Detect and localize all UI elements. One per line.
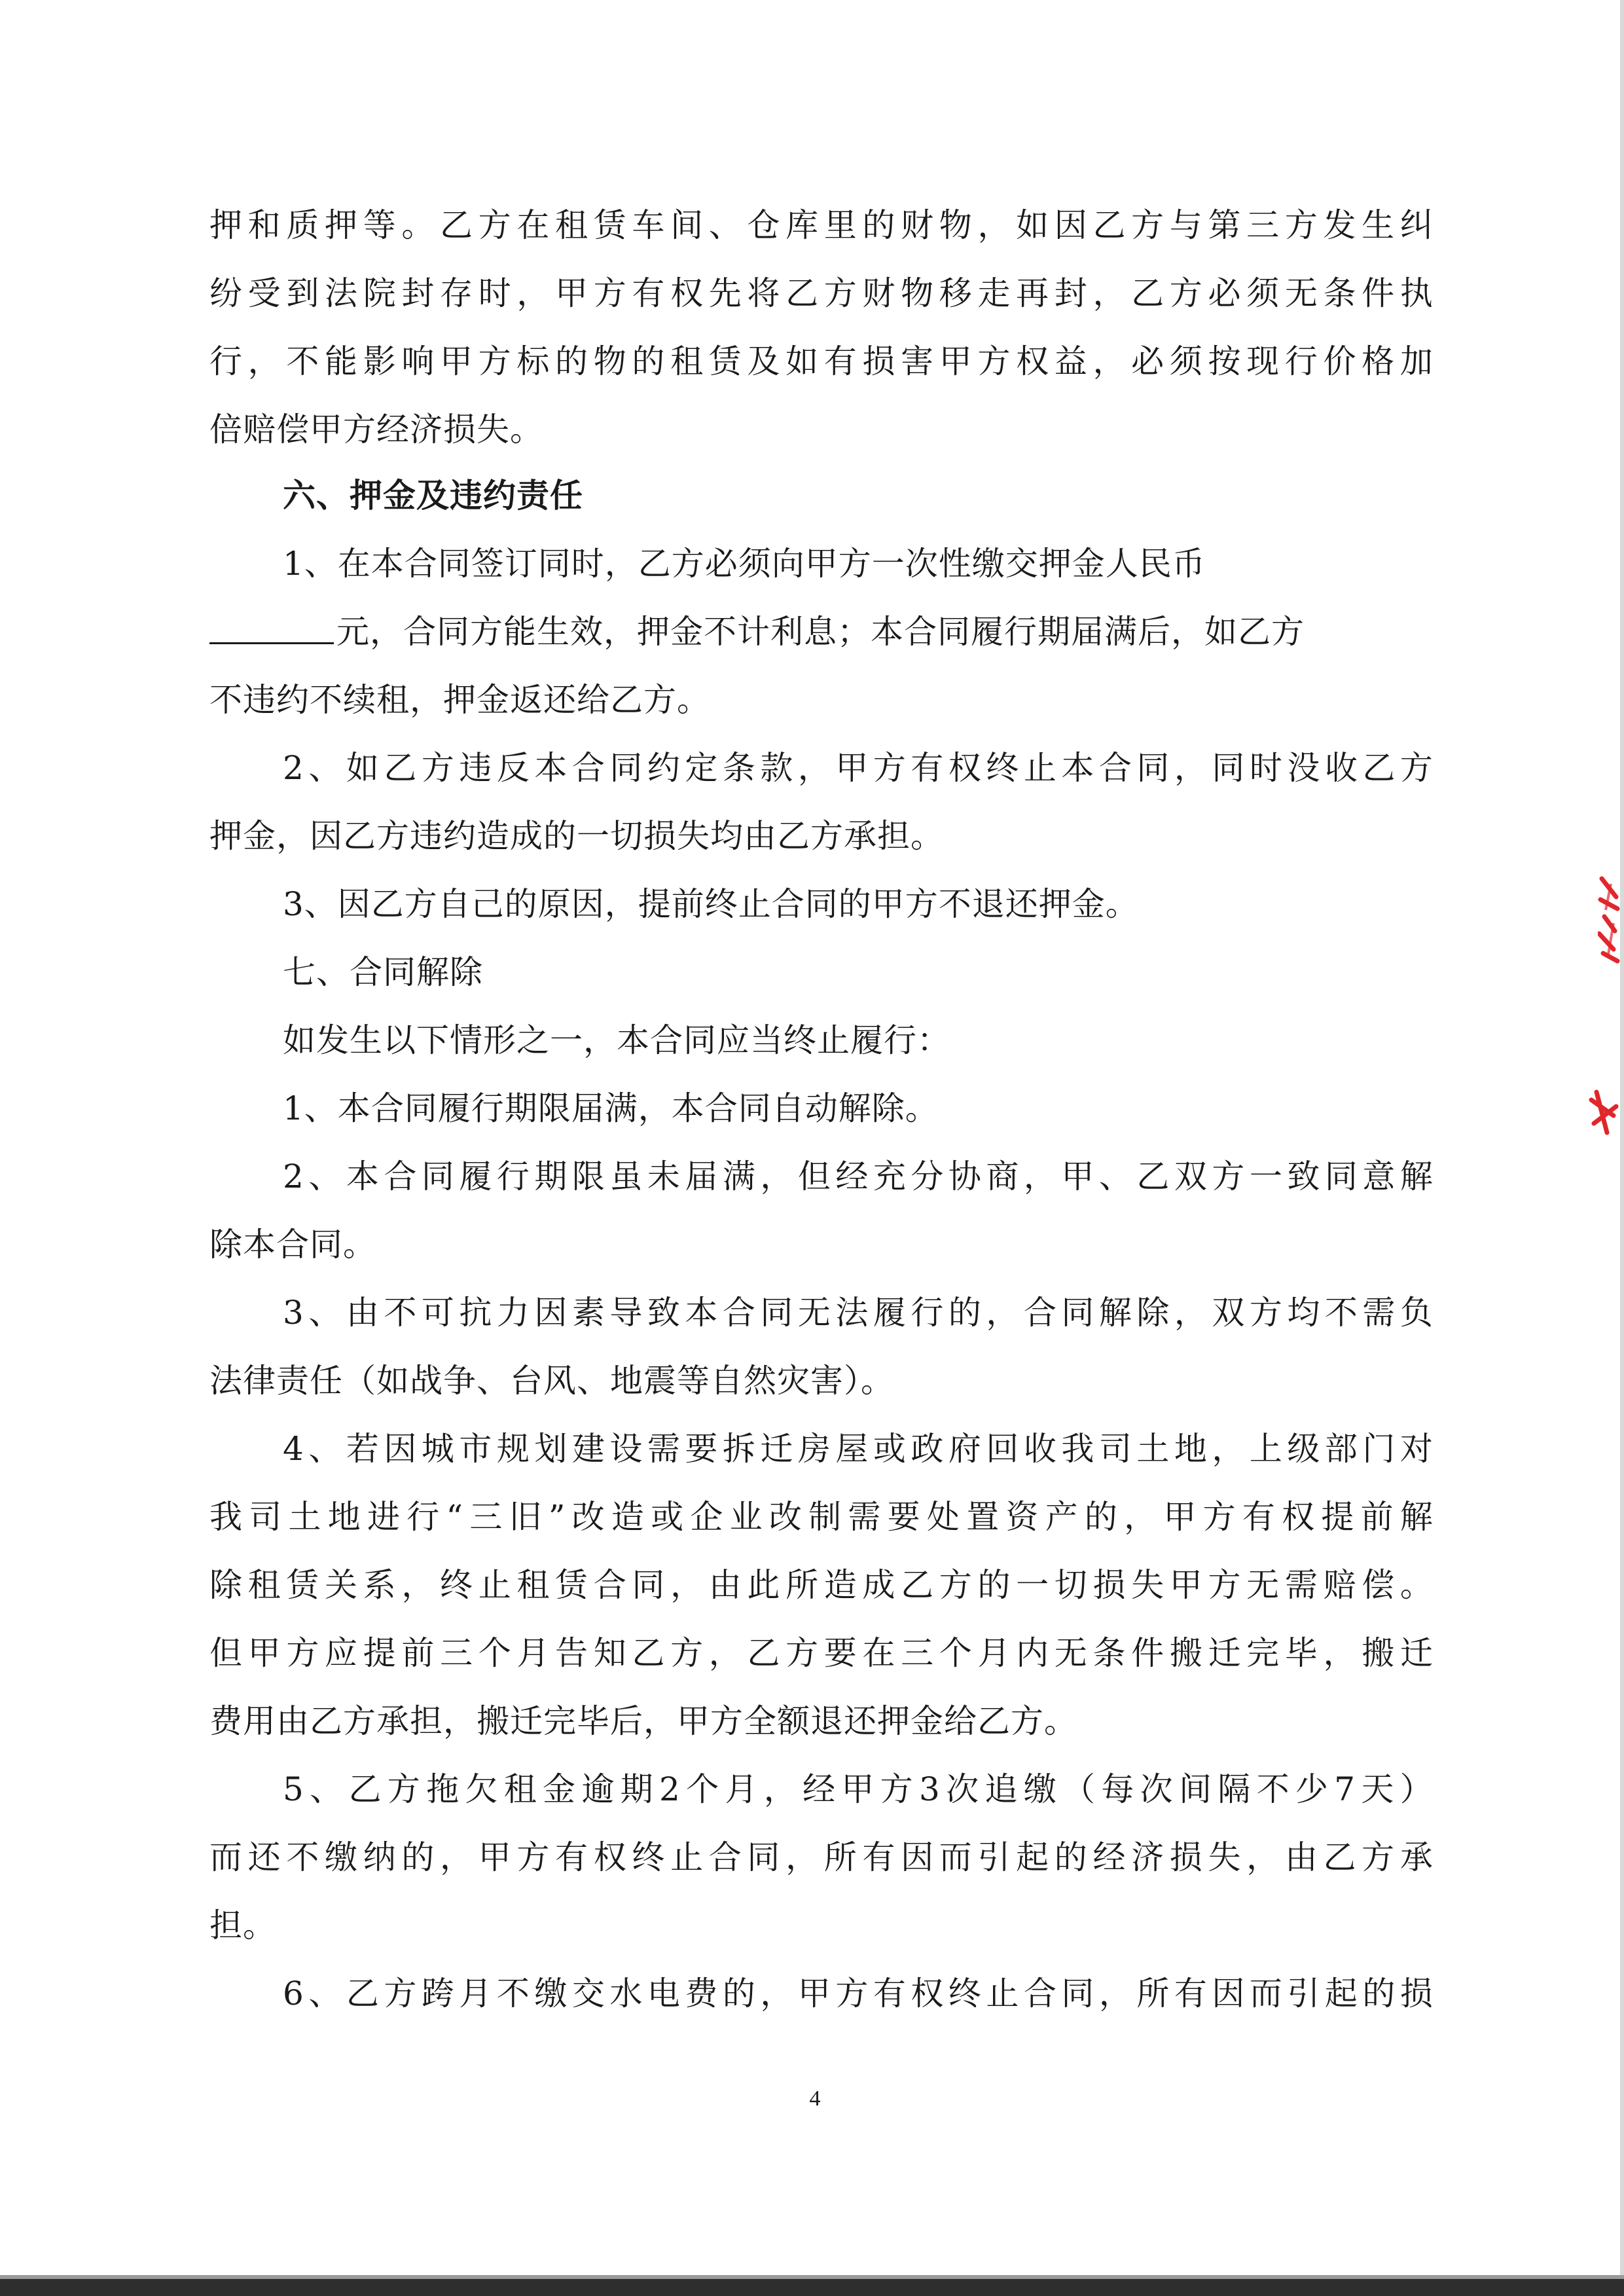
section-heading: 七、合同解除 <box>283 953 483 991</box>
text-line: 2 、 如 乙 方 违 反 本 合 同 约 定 条 款 ， 甲 方 有 权 终 止 本 合 同 ， 同 时 没 收 乙 方 <box>283 749 1434 787</box>
text-line: 4 、 若 因 城 市 规 划 建 设 需 要 拆 迁 房 屋 或 政 府 回 收 我 司 土 地 ， 上 级 部 门 对 <box>283 1430 1434 1468</box>
text-line: 除本合同。 <box>209 1226 376 1264</box>
text-line: 纷 受 到 法 院 封 存 时 ， 甲 方 有 权 先 将 乙 方 财 物 移 走 再 封 ， 乙 方 必 须 无 条 件 执 <box>209 274 1434 312</box>
text-line: 倍赔偿甲方经济损失。 <box>209 410 543 448</box>
text-line: 我 司 土 地 进 行 “ 三 旧 ” 改 造 或 企 业 改 制 需 要 处 置 资 产 的 ， 甲 方 有 权 提 前 解 <box>209 1498 1434 1536</box>
text-line: 5 、 乙 方 拖 欠 租 金 逾 期 2 个 月 ， 经 甲 方 3 次 追 缴 （ 每 次 间 隔 不 少 7 天 ） <box>283 1770 1434 1808</box>
text-line: 6 、 乙 方 跨 月 不 缴 交 水 电 费 的 ， 甲 方 有 权 终 止 合 同 ， 所 有 因 而 引 起 的 损 <box>283 1975 1434 2013</box>
text-line: 如发生以下情形之一，本合同应当终止履行： <box>283 1021 950 1059</box>
text-line: 法律责任（如战争、台风、地震等自然灾害）。 <box>209 1362 894 1400</box>
scan-edge <box>0 2279 1624 2296</box>
text-line: 担。 <box>209 1906 276 1944</box>
text-line: 行 ， 不 能 影 响 甲 方 标 的 物 的 租 赁 及 如 有 损 害 甲 方 权 益 ， 必 须 按 现 行 价 格 加 <box>209 342 1434 380</box>
scan-edge <box>1620 0 1624 2296</box>
text-line: 费用由乙方承担，搬迁完毕后，甲方全额退还押金给乙方。 <box>209 1702 1077 1740</box>
text-line: 1、在本合同签订同时，乙方必须向甲方一次性缴交押金人民币 <box>283 545 1206 583</box>
text-line: 3、因乙方自己的原因，提前终止合同的甲方不退还押金。 <box>283 885 1139 923</box>
text-line-with-blank <box>209 612 1305 651</box>
text-line: 2 、 本 合 同 履 行 期 限 虽 未 届 满 ， 但 经 充 分 协 商 ， 甲 、 乙 双 方 一 致 同 意 解 <box>283 1157 1434 1195</box>
page-number: 4 <box>809 2086 821 2111</box>
seal-fragment <box>1598 871 1620 969</box>
deposit-amount-blank <box>209 613 334 644</box>
text-line-rest: 元，合同方能生效，押金不计利息；本合同履行期届满后，如乙方 <box>336 613 1305 651</box>
section-heading: 六、押金及违约责任 <box>283 476 583 515</box>
text-line: 押 和 质 押 等 。 乙 方 在 租 赁 车 间 、 仓 库 里 的 财 物 ， 如 因 乙 方 与 第 三 方 发 生 纠 <box>209 206 1434 244</box>
text-line: 除 租 赁 关 系 ， 终 止 租 赁 合 同 ， 由 此 所 造 成 乙 方 的 一 切 损 失 甲 方 无 需 赔 偿 。 <box>209 1566 1434 1604</box>
text-line: 1、本合同履行期限届满，本合同自动解除。 <box>283 1089 939 1127</box>
text-line: 而 还 不 缴 纳 的 ， 甲 方 有 权 终 止 合 同 ， 所 有 因 而 引 起 的 经 济 损 失 ， 由 乙 方 承 <box>209 1838 1434 1876</box>
text-line: 不违约不续租，押金返还给乙方。 <box>209 681 710 719</box>
seal-fragment <box>1587 1087 1620 1139</box>
text-line: 押金，因乙方违约造成的一切损失均由乙方承担。 <box>209 817 944 855</box>
text-line: 但 甲 方 应 提 前 三 个 月 告 知 乙 方 ， 乙 方 要 在 三 个 月 内 无 条 件 搬 迁 完 毕 ， 搬 迁 <box>209 1634 1434 1672</box>
text-line: 3 、 由 不 可 抗 力 因 素 导 致 本 合 同 无 法 履 行 的 ， 合 同 解 除 ， 双 方 均 不 需 负 <box>283 1294 1434 1332</box>
